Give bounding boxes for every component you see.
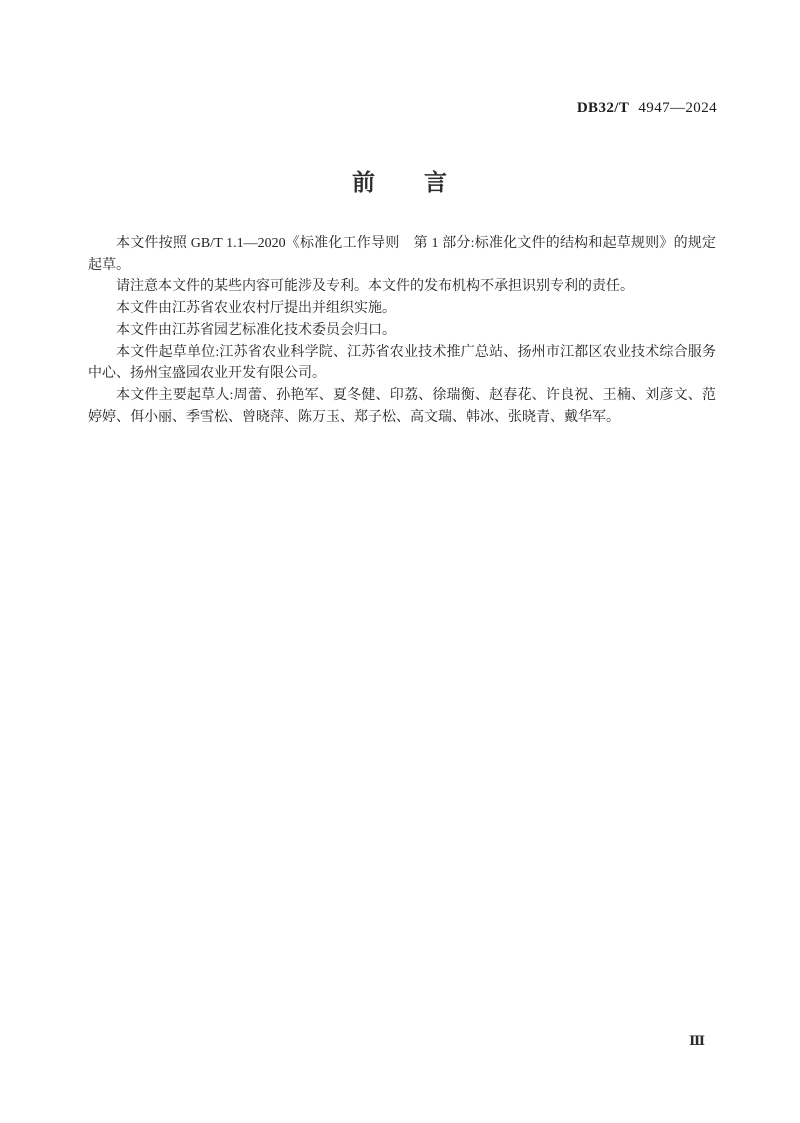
foreword-paragraph-centralized-body: 本文件由江苏省园艺标准化技术委员会归口。 xyxy=(116,322,396,338)
foreword-body xyxy=(88,233,716,428)
foreword-paragraph-patent-notice: 请注意本文件的某些内容可能涉及专利。本文件的发布机构不承担识别专利的责任。 xyxy=(116,279,634,295)
foreword-paragraph-main-drafters: 本文件主要起草人:周蕾、孙艳军、夏冬健、印荔、徐瑞衡、赵春花、许良祝、王楠、刘彦文、范婷婷、佴小丽、季雪松、曾晓萍、陈万玉、郑子松、高文瑞、韩冰、张晓青、戴华军。 xyxy=(88,387,716,425)
standard-code-header xyxy=(577,100,717,117)
foreword-paragraph-proposer: 本文件由江苏省农业农村厅提出并组织实施。 xyxy=(116,301,396,317)
page-number: Ⅲ xyxy=(689,1033,705,1048)
foreword-title: 前 言 xyxy=(352,169,448,195)
foreword-paragraph-drafting-rules: 本文件按照 GB/T 1.1—2020《标准化工作导则 第 1 部分:标准化文件的结构和起草规则》的规定起草。 xyxy=(88,236,716,273)
standard-code-prefix: DB32/T xyxy=(576,100,630,116)
foreword-paragraph-drafting-organizations: 本文件起草单位:江苏省农业科学院、江苏省农业技术推广总站、扬州市江都区农业技术综合服务中心、扬州宝盛园农业开发有限公司。 xyxy=(88,344,716,382)
standard-code-number: 4947—2024 xyxy=(638,100,717,116)
